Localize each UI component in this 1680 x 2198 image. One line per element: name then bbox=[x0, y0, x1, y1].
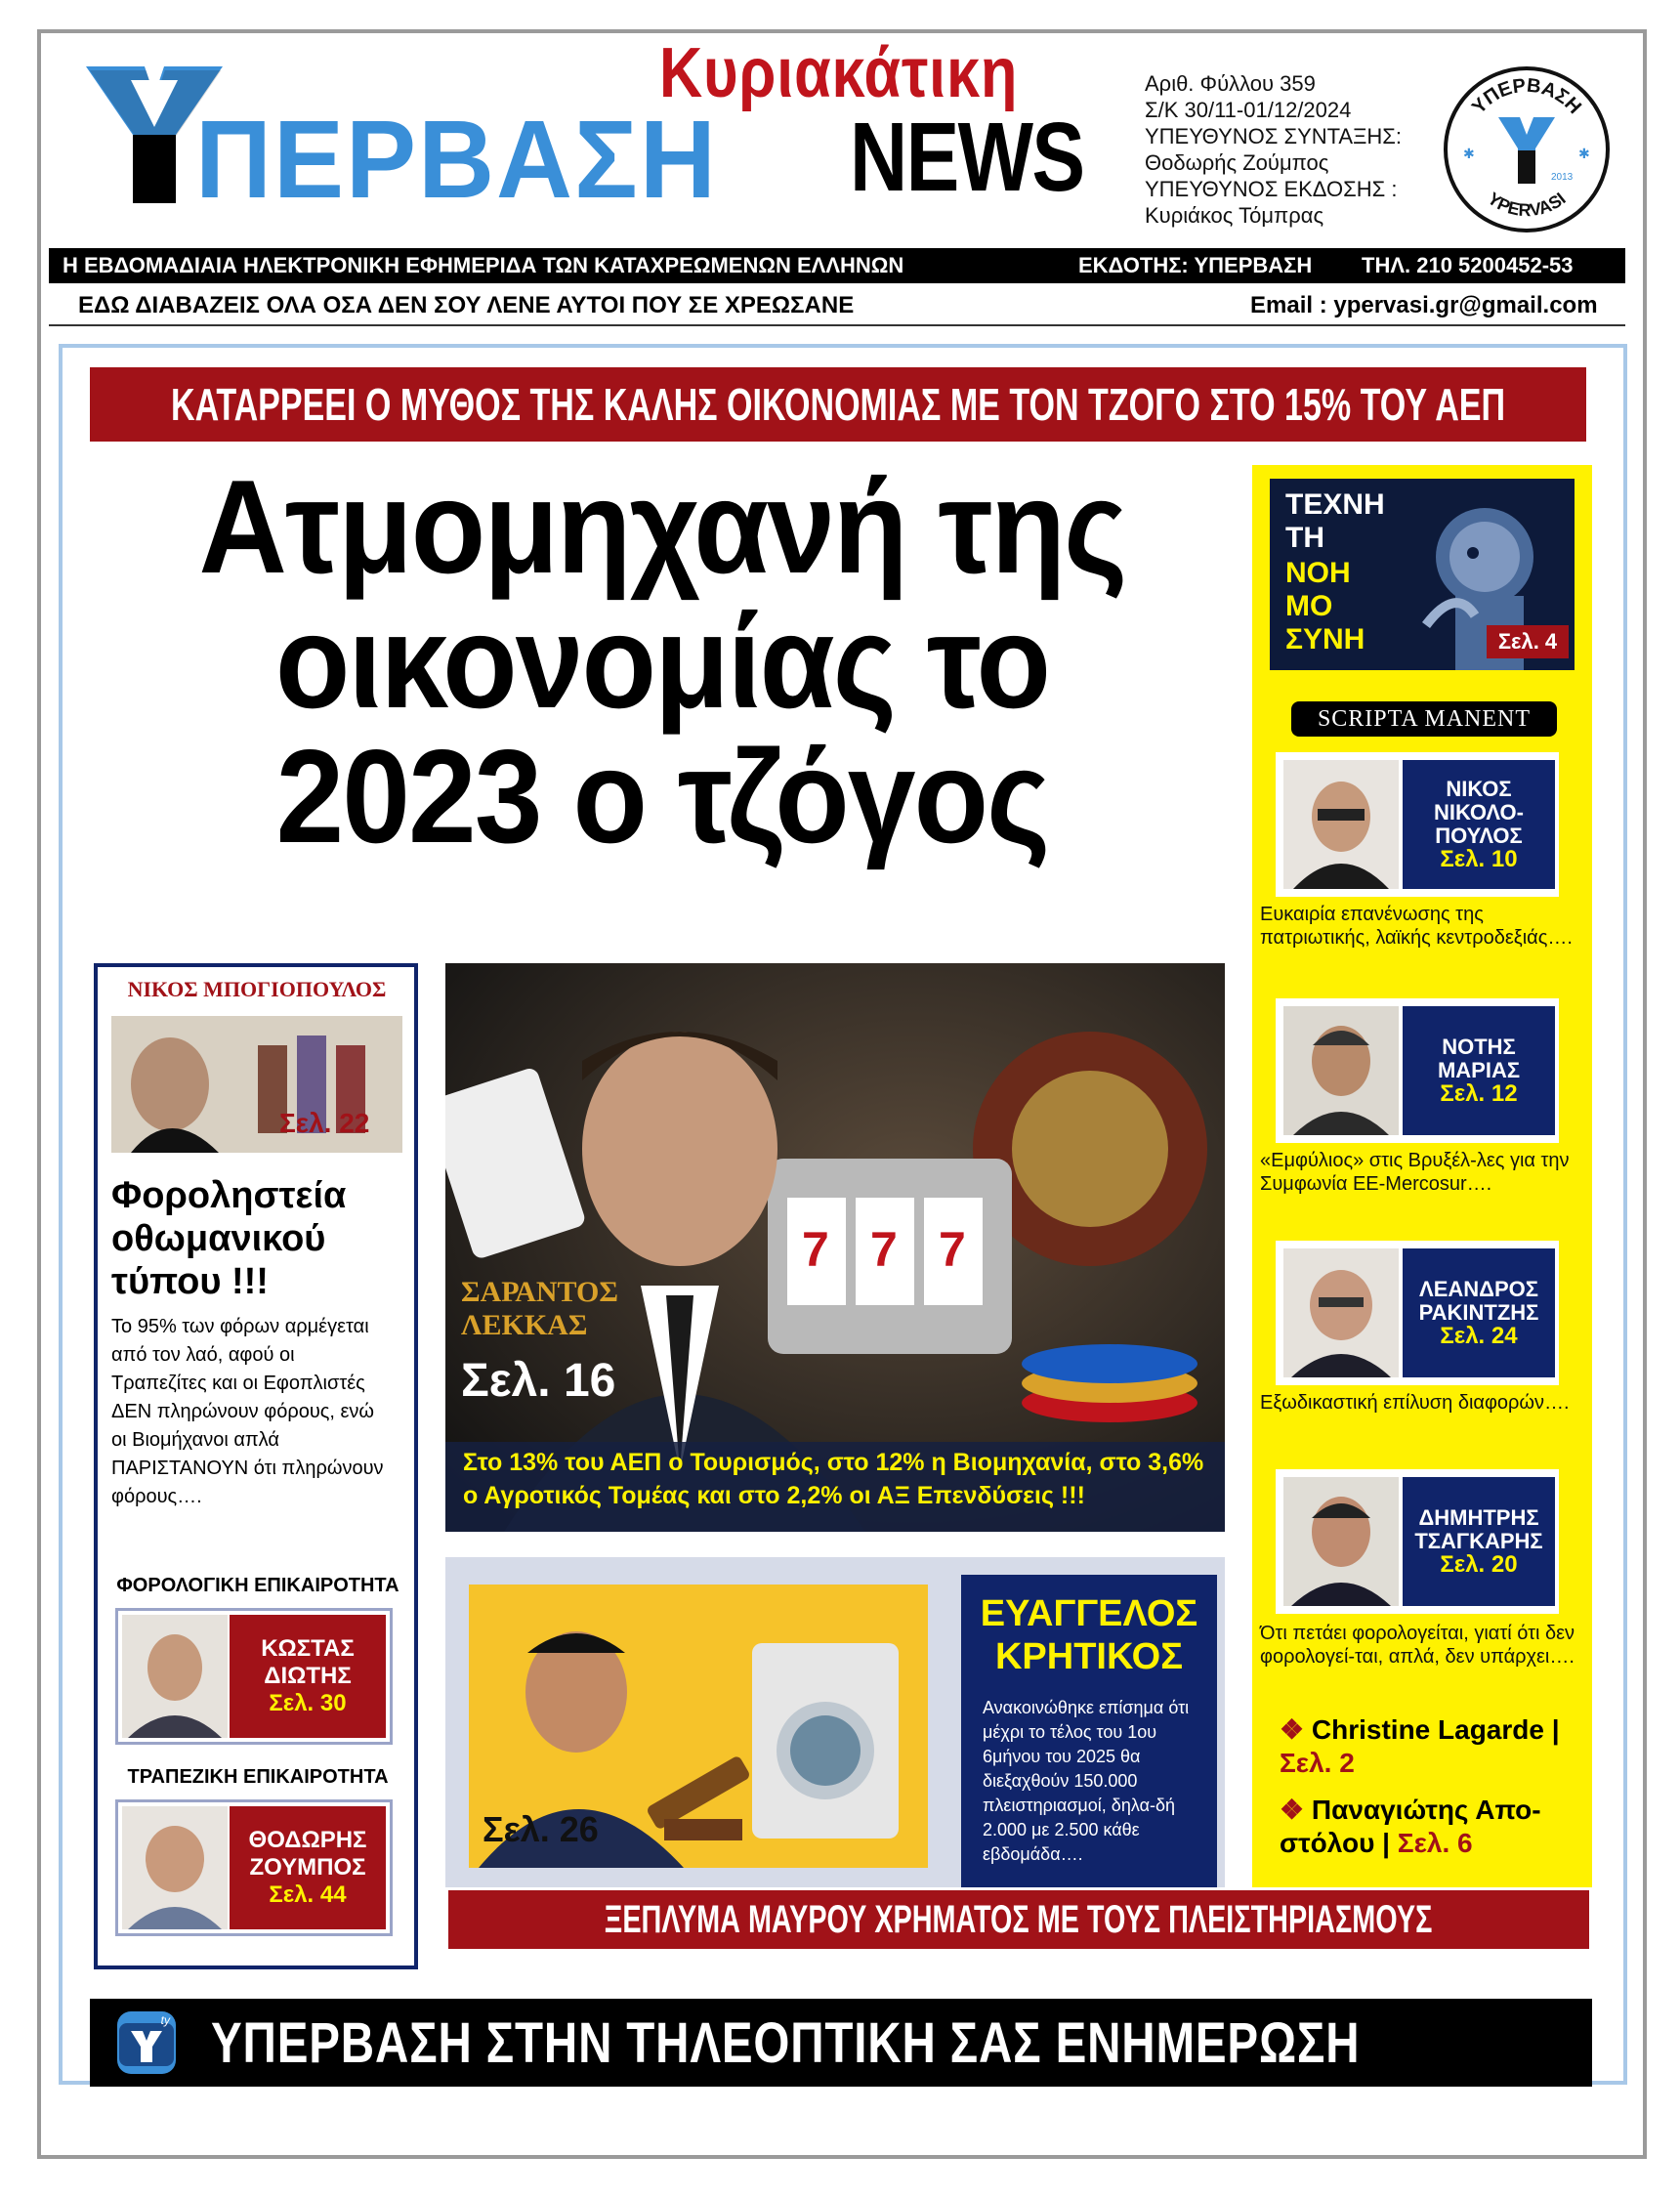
left-title: Φοροληστεία οθωμανικού τύπου !!! bbox=[111, 1175, 347, 1302]
columnist-1-photo bbox=[1283, 760, 1399, 889]
badge-seal-icon bbox=[1448, 70, 1606, 229]
svg-text:✱: ✱ bbox=[1463, 146, 1475, 161]
card-diotis[interactable] bbox=[115, 1608, 393, 1745]
second-text: Ανακοινώθηκε επίσημα ότι μέχρι το τέλος του 1ου 6μήνου του 2025 θα διεξαχθούν 150.000 πλειστηριασμοί, δηλα-δή 2.000 με 2.500 κάθε εβδομάδα…. bbox=[983, 1698, 1190, 1864]
columnist-4-name2: ΤΣΑΓΚΑΡΗΣ bbox=[1414, 1529, 1543, 1553]
columnist-2-name1: ΝΟΤΗΣ bbox=[1442, 1035, 1516, 1059]
diotis-page: Σελ. 30 bbox=[269, 1690, 347, 1716]
left-author: ΝΙΚΟΣ ΜΠΟΓΙΟΠΟΥΛΟΣ bbox=[127, 977, 387, 1001]
bullet-1[interactable]: ❖ Christine Lagarde | Σελ. 2 bbox=[1280, 1714, 1560, 1778]
zoumpos-page: Σελ. 44 bbox=[269, 1881, 347, 1908]
ai-label-2: ΤΗ bbox=[1285, 522, 1324, 554]
tagline-bar bbox=[49, 248, 1625, 283]
zoumpos-name1: ΘΟΔΩΡΗΣ bbox=[248, 1827, 367, 1853]
diotis-photo bbox=[122, 1615, 228, 1738]
publisher-name: Κυριάκος Τόμπρας bbox=[1145, 203, 1324, 228]
badge-bottom-text: YPERVASI bbox=[1484, 188, 1570, 221]
ai-box[interactable] bbox=[1270, 479, 1575, 670]
card-zoumpos[interactable] bbox=[115, 1799, 393, 1936]
columnist-1-text: Ευκαιρία επανένωσης της πατριωτικής, λαϊκής κεντροδεξιάς…. bbox=[1260, 904, 1573, 949]
columnist-4-page: Σελ. 20 bbox=[1440, 1551, 1518, 1578]
top-banner-text: ΚΑΤΑΡΡΕΕΙ Ο ΜΥΘΟΣ ΤΗΣ ΚΑΛΗΣ ΟΙΚΟΝΟΜΙΑΣ ΜΕ ΤΟΝ ΤΖΟΓΟ ΣΤΟ 15% ΤΟΥ ΑΕΠ bbox=[170, 379, 1506, 430]
second-author-2: ΚΡΗΤΙΚΟΣ bbox=[994, 1636, 1184, 1677]
ai-label-5: ΣΥΝΗ bbox=[1285, 623, 1365, 655]
bullet-1-name: Christine Lagarde bbox=[1311, 1714, 1544, 1745]
svg-text:ΥΠΕΡΒΑΣΗ bbox=[1468, 75, 1585, 118]
editor-name: Θοδωρής Ζούμπος bbox=[1145, 150, 1329, 175]
kyriakatiki-title: Κυριακάτικη bbox=[659, 34, 1019, 112]
svg-text:YPERVASI bbox=[1484, 189, 1569, 220]
issue-dates: Σ/Κ 30/11-01/12/2024 bbox=[1145, 98, 1352, 122]
second-author-1: ΕΥΑΓΓΕΛΟΣ bbox=[980, 1593, 1198, 1634]
section-bank-label: ΤΡΑΠΕΖΙΚΗ ΕΠΙΚΑΙΡΟΤΗΤΑ bbox=[127, 1766, 389, 1788]
columnist-card-4[interactable] bbox=[1276, 1469, 1559, 1614]
publisher-label: ΥΠΕΥΘΥΝΟΣ ΕΚΔΟΣΗΣ : bbox=[1145, 177, 1398, 201]
columnist-4-name1: ΔΗΜΗΤΡΗΣ bbox=[1418, 1505, 1539, 1530]
zoumpos-name bbox=[230, 1806, 386, 1929]
editor-label: ΥΠΕΥΘΥΝΟΣ ΣΥΝΤΑΞΗΣ: bbox=[1145, 124, 1403, 148]
svg-text:7: 7 bbox=[870, 1222, 898, 1277]
left-article-image[interactable] bbox=[111, 1016, 402, 1153]
auction-banner-text: ΞΕΠΛΥΜΑ ΜΑΥΡΟΥ ΧΡΗΜΑΤΟΣ ΜΕ ΤΟΥΣ ΠΛΕΙΣΤΗΡΙΑΣΜΟΥΣ bbox=[605, 1897, 1433, 1941]
headline-line-3: 2023 ο τζόγος bbox=[275, 722, 1049, 870]
columnist-1-name1: ΝΙΚΟΣ bbox=[1446, 777, 1512, 801]
svg-text:7: 7 bbox=[802, 1222, 829, 1277]
headline-line-1: Ατμομηχανή της bbox=[198, 452, 1126, 601]
main-caption: Στο 13% του ΑΕΠ ο Τουρισμός, στο 12% η Βιομηχανία, στο 3,6% ο Αγροτικός Τομέας και στο 2,2% οι ΑΞ Επενδύσεις !!! bbox=[463, 1449, 1204, 1509]
second-story-text-box bbox=[961, 1575, 1217, 1917]
columnist-2-name bbox=[1403, 1006, 1555, 1135]
main-author bbox=[461, 1276, 618, 1342]
columnist-1-name3: ΠΟΥΛΟΣ bbox=[1435, 824, 1523, 848]
columnist-3-photo bbox=[1283, 1248, 1399, 1377]
columnist-card-2[interactable] bbox=[1276, 998, 1559, 1143]
columnist-3-name2: ΡΑΚΙΝΤΖΗΣ bbox=[1418, 1300, 1539, 1325]
headline-line-2: οικονομίας το bbox=[274, 587, 1050, 736]
ai-label-1: ΤΕΧΝΗ bbox=[1285, 488, 1385, 521]
left-article-box bbox=[94, 963, 418, 1969]
main-author-2: ΛΕΚΚΑΣ bbox=[461, 1309, 588, 1341]
left-text: Το 95% των φόρων αρμέγεται από τον λαό, αφού οι Τραπεζίτες και οι Εφοπλιστές ΔΕΝ πληρώνουν φόρους, ενώ οι Βιομήχανοι απλά ΠΑΡΙΣΤΑΝΟΥΝ ότι πληρώνουν φόρους…. bbox=[111, 1316, 384, 1507]
columnist-1-page: Σελ. 10 bbox=[1440, 846, 1518, 872]
badge-year: 2013 bbox=[1551, 172, 1574, 183]
main-story-image[interactable] bbox=[445, 963, 1225, 1532]
diotis-name2: ΔΙΩΤΗΣ bbox=[264, 1663, 352, 1689]
ai-page: Σελ. 4 bbox=[1487, 625, 1569, 658]
columnist-card-3[interactable] bbox=[1276, 1241, 1559, 1385]
second-page: Σελ. 26 bbox=[483, 1809, 599, 1849]
second-author bbox=[961, 1592, 1217, 1678]
phone: ΤΗΛ. 210 5200452-53 bbox=[1362, 253, 1574, 277]
second-story-image[interactable] bbox=[469, 1585, 928, 1868]
bullet-1-page: Σελ. 2 bbox=[1280, 1748, 1355, 1778]
email[interactable]: Email : ypervasi.gr@gmail.com bbox=[1250, 292, 1598, 318]
main-headline bbox=[132, 452, 1193, 870]
auction-banner bbox=[445, 1887, 1592, 1952]
diotis-name1: ΚΩΣΤΑΣ bbox=[261, 1635, 355, 1662]
columnist-2-text: «Εμφύλιος» στις Βρυξέλ-λες για την Συμφωνία ΕΕ-Mercosur…. bbox=[1260, 1150, 1570, 1195]
logo-news: NEWS bbox=[850, 103, 1084, 212]
main-page: Σελ. 16 bbox=[461, 1355, 616, 1407]
section-tax-label: ΦΟΡΟΛΟΓΙΚΗ ΕΠΙΚΑΙΡΟΤΗΤΑ bbox=[116, 1575, 399, 1596]
logo-main: ΠΕΡΒΑΣΗ bbox=[195, 96, 718, 222]
columnist-2-page: Σελ. 12 bbox=[1440, 1080, 1518, 1107]
tv-icon bbox=[117, 2011, 176, 2074]
issue-number: Αριθ. Φύλλου 359 bbox=[1145, 71, 1316, 96]
ypervasi-badge bbox=[1444, 66, 1610, 232]
columnist-card-1[interactable] bbox=[1276, 752, 1559, 897]
bullet-2-page: Σελ. 6 bbox=[1397, 1828, 1473, 1858]
footer-bar[interactable] bbox=[90, 1999, 1592, 2087]
diamond-bullet-icon: ❖ bbox=[1280, 1795, 1312, 1825]
bullet-2[interactable]: ❖ Παναγιώτης Απο-στόλου | Σελ. 6 bbox=[1280, 1795, 1541, 1858]
columnist-4-text: Ότι πετάει φορολογείται, γιατί ότι δεν φορολογεί-ται, απλά, δεν υπάρχει…. bbox=[1260, 1623, 1575, 1668]
diamond-bullet-icon: ❖ bbox=[1280, 1714, 1312, 1745]
columnist-1-name2: ΝΙΚΟΛΟ- bbox=[1434, 800, 1524, 824]
columnist-3-page: Σελ. 24 bbox=[1440, 1323, 1518, 1349]
tagline: Η ΕΒΔΟΜΑΔΙΑΙΑ ΗΛΕΚΤΡΟΝΙΚΗ ΕΦΗΜΕΡΙΔΑ ΤΩΝ ΚΑΤΑΧΡΕΩΜΕΝΩΝ ΕΛΛΗΝΩΝ bbox=[63, 253, 904, 277]
columnist-4-photo bbox=[1283, 1477, 1399, 1606]
main-author-1: ΣΑΡΑΝΤΟΣ bbox=[461, 1276, 618, 1308]
columnist-2-photo bbox=[1283, 1006, 1399, 1135]
svg-text:✱: ✱ bbox=[1578, 146, 1590, 161]
motto: ΕΔΩ ΔΙΑΒΑΖΕΙΣ ΟΛΑ ΟΣΑ ΔΕΝ ΣΟΥ ΛΕΝΕ ΑΥΤΟΙ ΠΟΥ ΣΕ ΧΡΕΩΣΑΝΕ bbox=[78, 292, 855, 318]
svg-text:7: 7 bbox=[939, 1222, 966, 1277]
columnist-3-text: Εξωδικαστική επίλυση διαφορών…. bbox=[1260, 1392, 1570, 1414]
motto-bar bbox=[49, 287, 1625, 326]
bullet-2-name: Παναγιώτης Απο-στόλου bbox=[1280, 1795, 1541, 1858]
columnist-2-name2: ΜΑΡΙΑΣ bbox=[1437, 1058, 1521, 1082]
publisher-text: ΕΚΔΟΤΗΣ: ΥΠΕΡΒΑΣΗ bbox=[1078, 253, 1313, 277]
columnist-4-name bbox=[1403, 1477, 1555, 1606]
columnist-3-name bbox=[1403, 1248, 1555, 1377]
footer-text: ΥΠΕΡΒΑΣΗ ΣΤΗΝ ΤΗΛΕΟΠΤΙΚΗ ΣΑΣ ΕΝΗΜΕΡΩΣΗ bbox=[211, 2010, 1361, 2075]
left-page: Σελ. 22 bbox=[279, 1108, 370, 1138]
masthead-info bbox=[1145, 70, 1402, 229]
zoumpos-name2: ΖΟΥΜΠΟΣ bbox=[249, 1854, 366, 1881]
badge-top-text: ΥΠΕΡΒΑΣΗ bbox=[1467, 74, 1586, 119]
tv-label: ty bbox=[160, 2013, 170, 2027]
scripta-manent: SCRIPTA MANENT bbox=[1291, 701, 1557, 737]
zoumpos-photo bbox=[122, 1806, 228, 1929]
columnist-3-name1: ΛΕΑΝΔΡΟΣ bbox=[1419, 1277, 1538, 1301]
columnist-1-name bbox=[1403, 760, 1555, 889]
ai-label-4: ΜΟ bbox=[1285, 590, 1333, 622]
diotis-name bbox=[230, 1615, 386, 1738]
top-banner bbox=[90, 367, 1586, 442]
ai-label-3: ΝΟΗ bbox=[1285, 557, 1351, 589]
